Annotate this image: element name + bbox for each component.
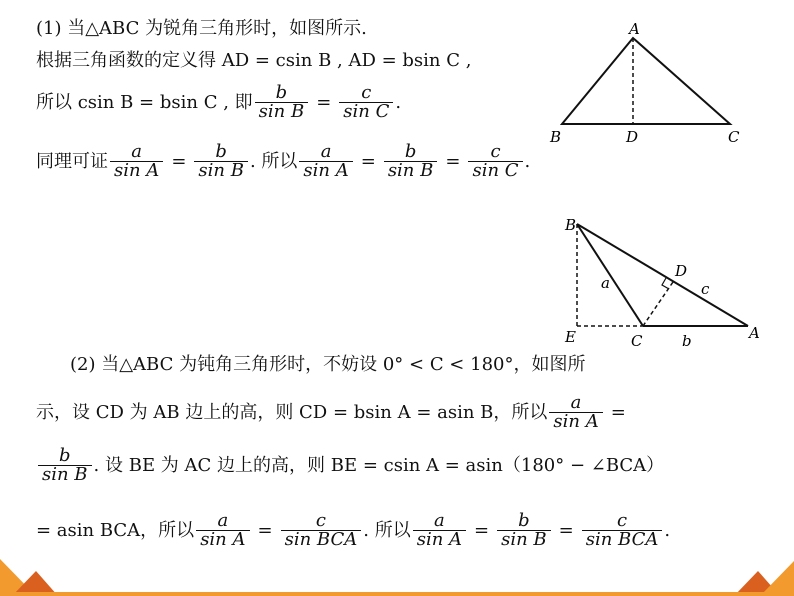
denominator: sin A — [549, 412, 602, 431]
text: 示，设 CD 为 AB 边上的高，则 CD = bsin A = asin B，所以 — [36, 401, 548, 423]
denominator: sin B — [38, 465, 92, 484]
numerator: a — [217, 510, 229, 531]
fraction — [255, 84, 309, 121]
right-corner-decoration — [724, 551, 794, 596]
fraction — [582, 512, 663, 549]
fraction — [38, 447, 92, 484]
fraction — [468, 143, 522, 180]
equals: = — [445, 150, 461, 172]
numerator: c — [617, 510, 628, 531]
fraction — [549, 394, 602, 431]
numerator: a — [433, 510, 445, 531]
equals: = — [474, 519, 490, 541]
numerator: b — [215, 141, 227, 162]
label-side-a: a — [601, 274, 610, 292]
numerator: b — [404, 141, 417, 162]
fraction — [110, 143, 163, 180]
denominator: sin B — [255, 102, 309, 121]
label-a: A — [749, 324, 760, 342]
numerator: b — [59, 445, 71, 466]
equals: = — [558, 519, 574, 541]
label-d: D — [675, 262, 688, 280]
obtuse-triangle-figure — [555, 210, 775, 355]
numerator: b — [275, 82, 288, 103]
numerator: a — [320, 141, 332, 162]
acute-triangle-figure — [540, 18, 760, 153]
numerator: a — [131, 141, 143, 162]
label-d: D — [626, 128, 639, 146]
denominator: sin A — [299, 161, 352, 180]
denominator: sin B — [497, 530, 551, 549]
label-c: C — [631, 332, 643, 350]
text: . 设 BE 为 AC 边上的高，则 BE = csin A = asin（180° − ∠BCA） — [93, 454, 665, 476]
fraction — [413, 512, 466, 549]
numerator: c — [361, 82, 372, 103]
triangle-abc — [562, 38, 730, 124]
text: . 所以 — [363, 519, 411, 541]
fraction — [281, 512, 362, 549]
fraction — [497, 512, 551, 549]
part2-line3 — [36, 447, 664, 484]
period: . — [524, 150, 531, 172]
denominator: sin C — [468, 161, 522, 180]
label-c: C — [728, 128, 740, 146]
label-b: B — [565, 216, 577, 234]
fraction — [196, 512, 249, 549]
period: . — [395, 91, 402, 113]
part2-line4 — [36, 512, 670, 549]
label-b: B — [550, 128, 562, 146]
denominator: sin A — [196, 530, 249, 549]
label-e: E — [565, 328, 576, 346]
text: = asin BCA，所以 — [36, 519, 195, 541]
equals: = — [257, 519, 273, 541]
label-side-c: c — [701, 280, 710, 298]
numerator: a — [570, 392, 582, 413]
numerator: c — [315, 510, 326, 531]
side-bc — [577, 224, 643, 326]
denominator: sin C — [339, 102, 393, 121]
text: 所以 csin B = bsin C , 即 — [36, 91, 253, 113]
fraction — [194, 143, 248, 180]
denominator: sin B — [194, 161, 248, 180]
part1-line3 — [36, 84, 401, 121]
part1-line2: 根据三角函数的定义得 AD = csin B , AD = bsin C , — [36, 50, 472, 71]
left-corner-decoration — [0, 551, 60, 596]
label-a: A — [629, 20, 640, 38]
part1-line4 — [36, 143, 530, 180]
denominator: sin A — [110, 161, 163, 180]
denominator: sin B — [384, 161, 438, 180]
right-angle-mark — [662, 278, 669, 289]
fraction — [339, 84, 393, 121]
denominator: sin BCA — [281, 530, 362, 549]
text: 同理可证 — [36, 150, 108, 172]
part2-line1: (2) 当△ABC 为钝角三角形时，不妨设 0° < C < 180°，如图所 — [70, 354, 586, 375]
part1-line1: (1) 当△ABC 为锐角三角形时，如图所示. — [36, 18, 367, 39]
part2-line2 — [36, 394, 632, 431]
equals: = — [360, 150, 376, 172]
equals: = — [171, 150, 187, 172]
bottom-accent-bar — [0, 592, 794, 596]
fraction — [384, 143, 438, 180]
equals: = — [610, 401, 626, 423]
numerator: c — [490, 141, 501, 162]
text: . 所以 — [249, 150, 298, 172]
period: . — [664, 519, 671, 541]
numerator: b — [518, 510, 530, 531]
equals: = — [316, 91, 332, 113]
fraction — [299, 143, 352, 180]
denominator: sin BCA — [582, 530, 663, 549]
denominator: sin A — [413, 530, 466, 549]
label-side-b: b — [682, 332, 692, 350]
